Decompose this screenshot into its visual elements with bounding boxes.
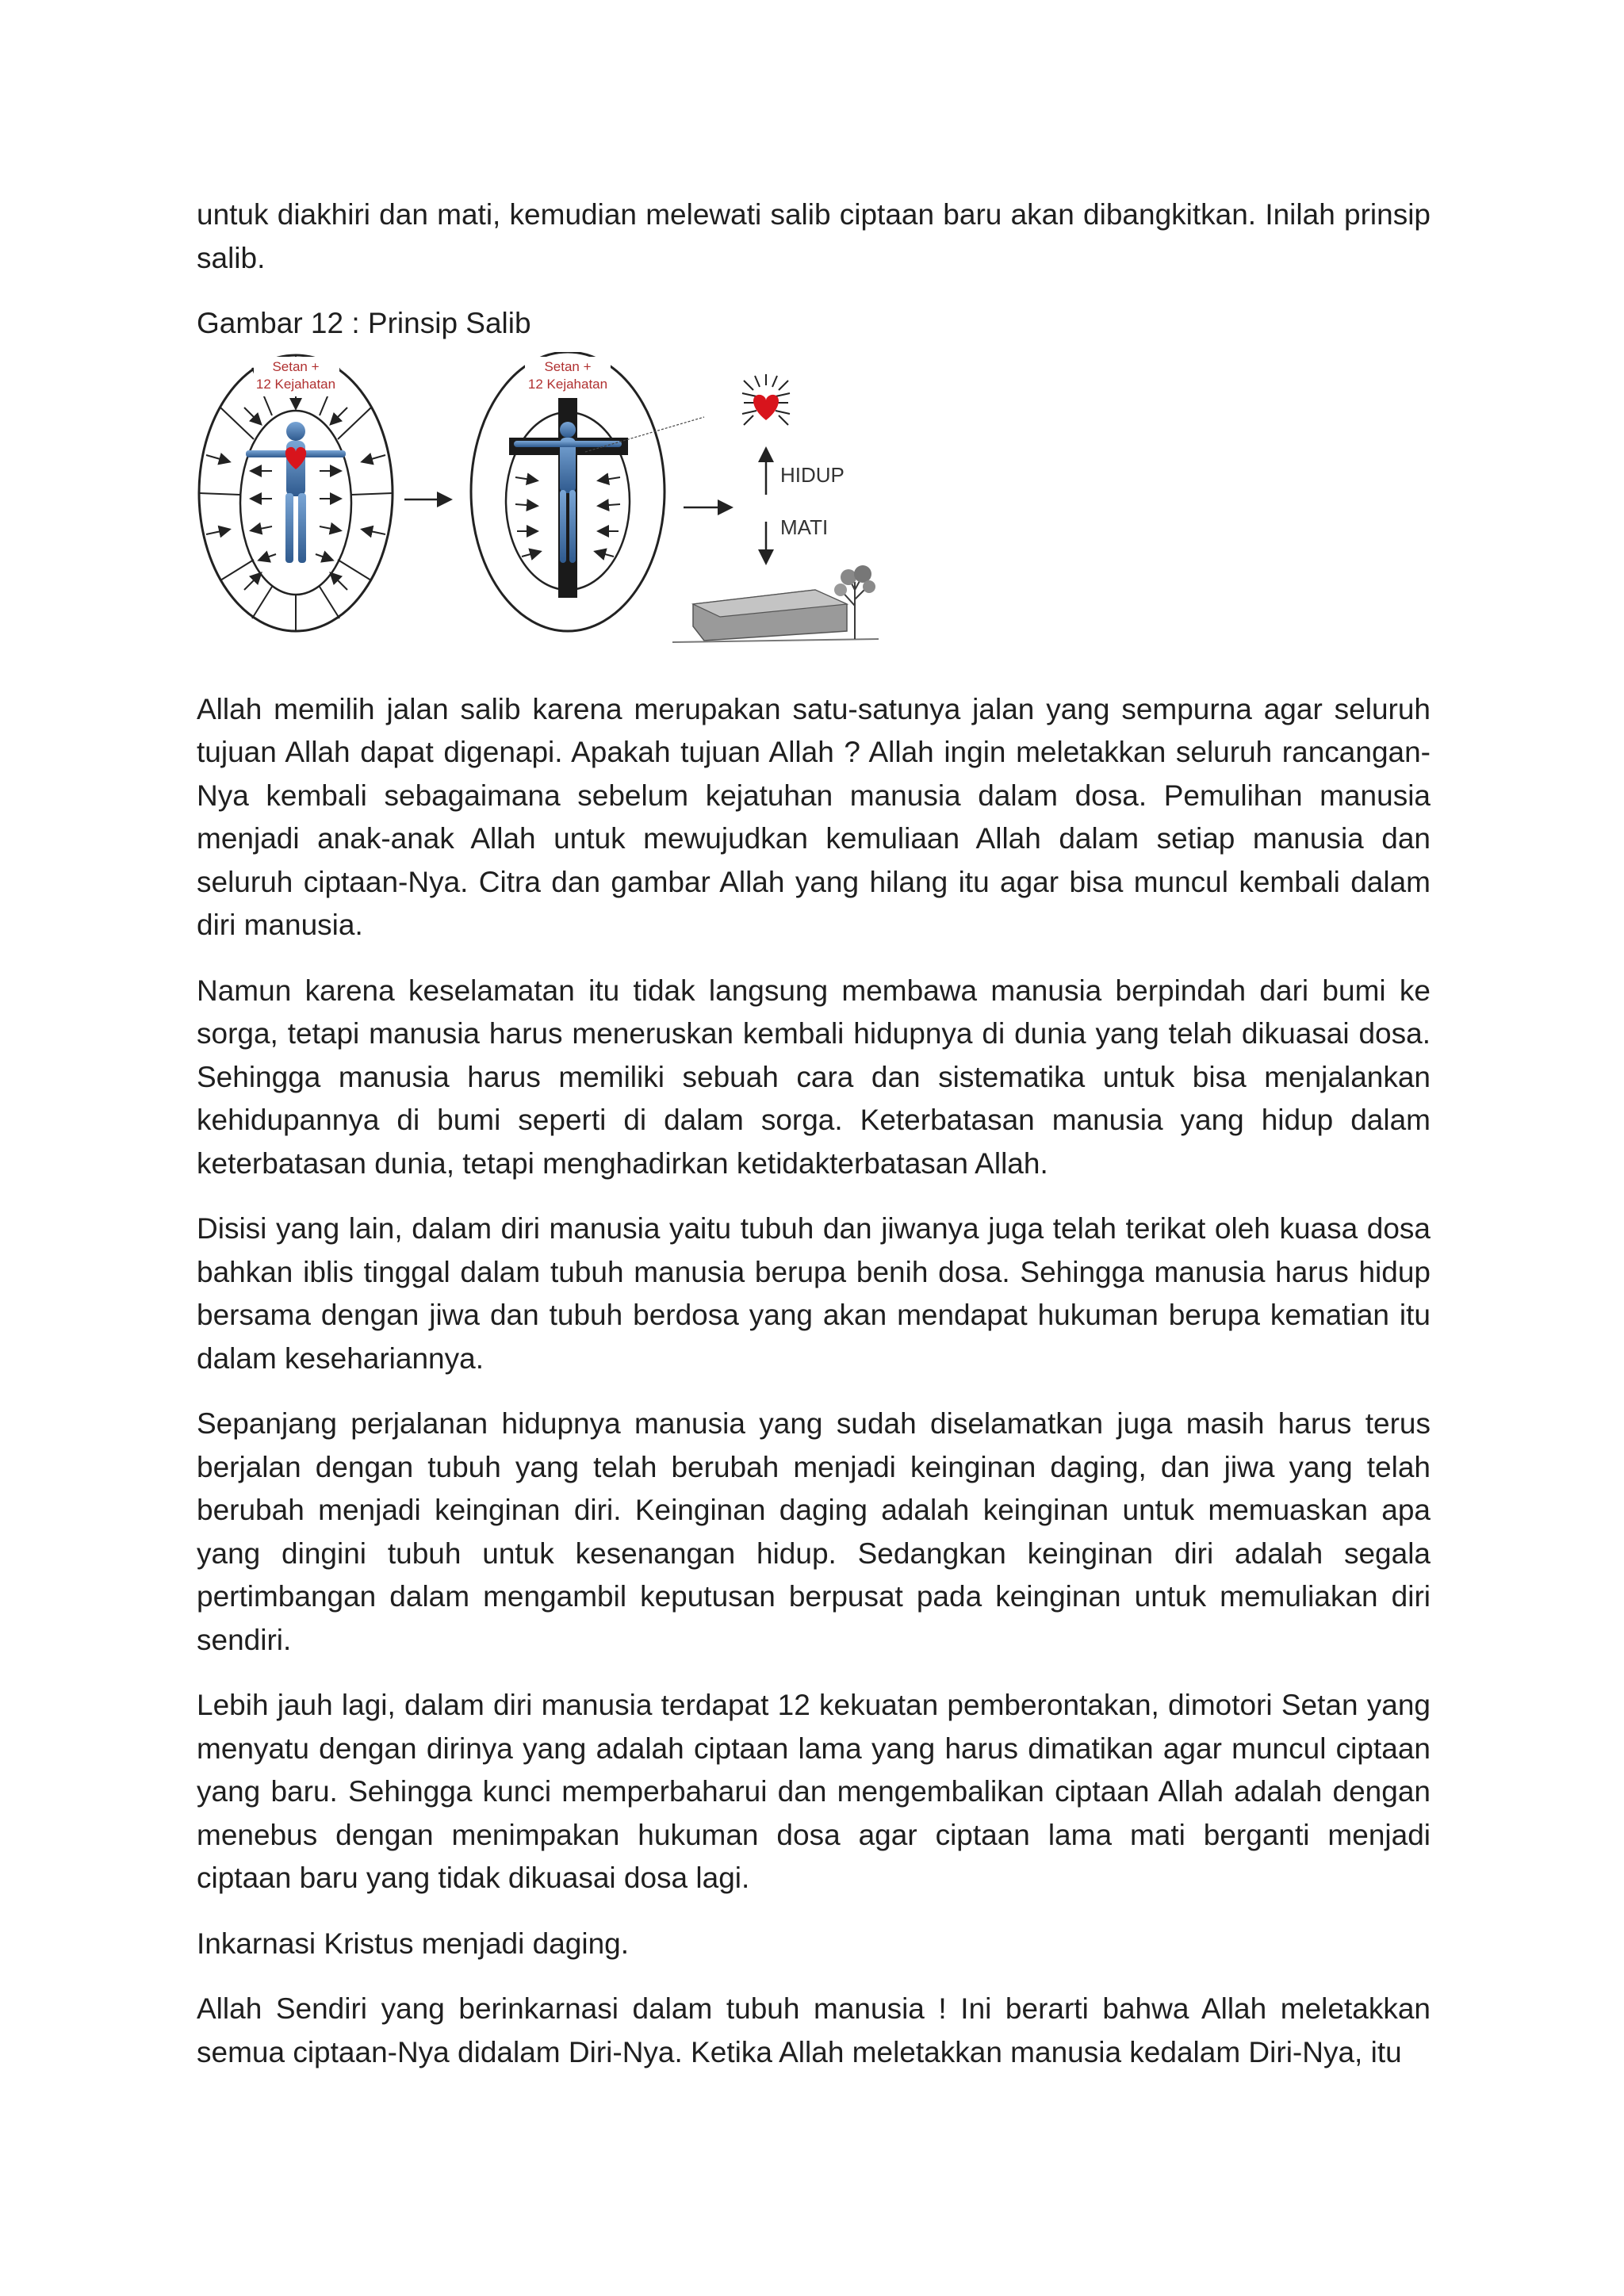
figure-caption: Gambar 12 : Prinsip Salib: [197, 307, 531, 339]
paragraph-0: untuk diakhiri dan mati, kemudian melewati salib ciptaan baru akan dibangkitkan. Inilah prinsip salib.: [197, 198, 1431, 274]
paragraph-6: Inkarnasi Kristus menjadi daging.: [197, 1927, 630, 1960]
document-page: [197, 193, 1431, 2096]
paragraph-2: Namun karena keselamatan itu tidak langsung membawa manusia berpindah dari bumi ke sorga, tetapi manusia harus meneruskan kembali hidupnya di dunia yang telah dikuasai dosa. Sehingga manusia harus memiliki sebuah cara dan sistematika untuk bisa menjalankan kehidupannya di bumi seperti di dalam sorga. Keterbatasan manusia yang hidup dalam keterbatasan dunia, tetapi menghadirkan ketidakterbatasan Allah.: [197, 974, 1431, 1180]
paragraph-3: Disisi yang lain, dalam diri manusia yaitu tubuh dan jiwanya juga telah terikat oleh kuasa dosa bahkan iblis tinggal dalam tubuh manusia berupa benih dosa. Sehingga manusia harus hidup bersama dengan jiwa dan tubuh berdosa yang akan mendapat hukuman berupa kematian itu dalam kesehariannya.: [197, 1212, 1431, 1375]
mid-label-2: 12 Kejahatan: [527, 376, 608, 392]
left-label-1: Setan +: [272, 358, 320, 374]
mid-label-1: Setan +: [544, 358, 592, 374]
radiant-heart: [742, 374, 790, 425]
mati-label: MATI: [780, 515, 829, 539]
left-diagram: [199, 355, 393, 631]
paragraph-7: Allah Sendiri yang berinkarnasi dalam tubuh manusia ! Ini berarti bahwa Allah meletakkan semua ciptaan-Nya didalam Diri-Nya. Ketika Allah meletakkan manusia kedalam Diri-Nya, itu: [197, 1992, 1431, 2068]
paragraph-1: Allah memilih jalan salib karena merupakan satu-satunya jalan yang sempurna agar seluruh tujuan Allah dapat digenapi. Apakah tujuan Allah ? Allah ingin meletakkan seluruh rancangan-Nya kembali sebagaimana sebelum kejatuhan manusia dalam dosa. Pemulihan manusia menjadi anak-anak Allah untuk mewujudkan kemuliaan Allah dalam setiap manusia dan seluruh ciptaan-Nya. Citra dan gambar Allah yang hilang itu agar bisa muncul kembali dalam diri manusia.: [197, 692, 1431, 941]
human-figure-icon: [246, 422, 346, 563]
middle-diagram: [471, 352, 704, 631]
paragraph-5: Lebih jauh lagi, dalam diri manusia terdapat 12 kekuatan pemberontakan, dimotori Setan yang menyatu dengan dirinya yang adalah ciptaan lama yang harus dimatikan agar muncul ciptaan yang baru. Sehingga kunci memperbaharui dan mengembalikan ciptaan Allah adalah dengan menebus dengan menimpakan hukuman dosa agar ciptaan lama mati berganti menjadi ciptaan baru yang tidak dikuasai dosa lagi.: [197, 1689, 1431, 1894]
hidup-label: HIDUP: [780, 462, 845, 487]
heart-icon-large: [753, 394, 779, 419]
left-label-2: 12 Kejahatan: [255, 376, 336, 392]
figure-prinsip-salib: [197, 352, 879, 653]
paragraph-4: Sepanjang perjalanan hidupnya manusia yang sudah diselamatkan juga masih harus terus berjalan dengan tubuh yang telah berubah menjadi keinginan daging, dan jiwa yang telah berubah menjadi keinginan diri. Keinginan daging adalah keinginan untuk memuaskan apa yang dingini tubuh untuk kesenangan hidup. Sedangkan keinginan diri adalah segala pertimbangan dalam mengambil keputusan berpusat pada keinginan untuk memuliakan diri sendiri.: [197, 1407, 1431, 1656]
